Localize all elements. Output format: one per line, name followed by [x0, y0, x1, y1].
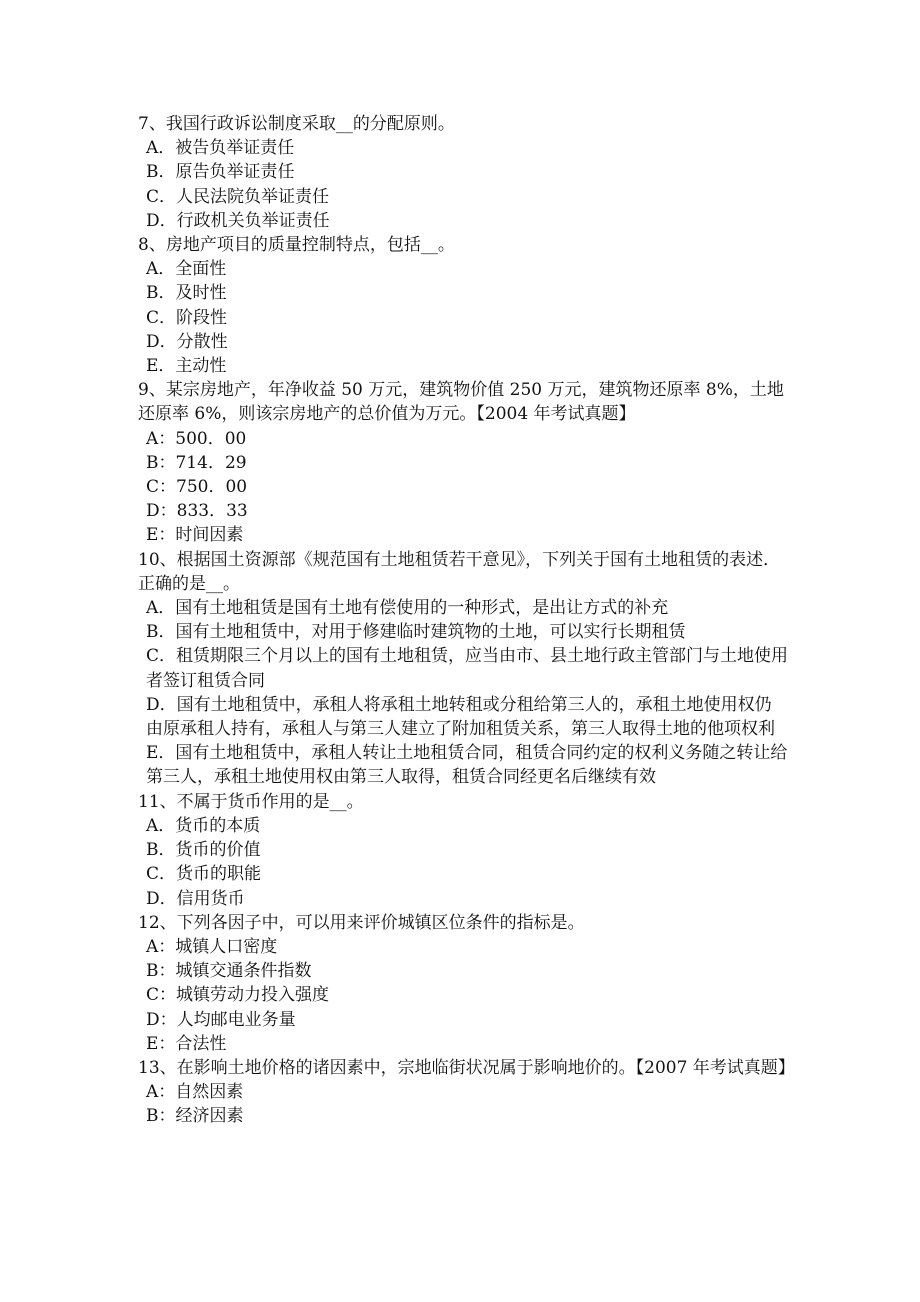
question-10-option-d: D．国有土地租赁中，承租人将承租土地转租或分租给第三人的，承租土地使用权仍由原承租人持有，承租人与第三人建立了附加租赁关系，第三人取得土地的他项权利 [146, 694, 775, 740]
question-12-option-c: C：城镇劳动力投入强度 [146, 985, 330, 1006]
question-8-stem: 8、房地产项目的质量控制特点，包括__。 [138, 235, 455, 256]
question-8-option-b: B．及时性 [146, 283, 227, 304]
question-13-option-a: A：自然因素 [146, 1082, 244, 1103]
question-11-stem: 11、不属于货币作用的是__。 [138, 791, 364, 812]
question-7-option-a: A．被告负举证责任 [146, 138, 295, 159]
question-8-option-c: C．阶段性 [146, 307, 228, 328]
question-9-option-d: D：833．33 [146, 501, 248, 522]
question-11-option-d: D．信用货币 [146, 888, 245, 909]
question-9-option-b: B：714．29 [146, 452, 247, 473]
question-10-option-c: C．租赁期限三个月以上的国有土地租赁，应当由市、县土地行政主管部门与土地使用者签订租赁合同 [146, 646, 789, 691]
question-13-stem: 13、在影响土地价格的诸因素中，宗地临街状况属于影响地价的。【2007 年考试真题】 [138, 1057, 795, 1078]
question-8-option-d: D．分散性 [146, 331, 228, 352]
question-11-option-c: C．货币的职能 [146, 864, 262, 885]
question-10-option-a: A．国有土地租赁是国有土地有偿使用的一种形式，是出让方式的补充 [146, 598, 669, 619]
question-7-option-d: D．行政机关负举证责任 [146, 210, 330, 231]
question-8-option-a: A．全面性 [146, 259, 227, 280]
question-10-option-b: B．国有土地租赁中，对用于修建临时建筑物的土地，可以实行长期租赁 [146, 622, 686, 643]
question-12-option-e: E：合法性 [146, 1033, 227, 1054]
question-12-option-d: D：人均邮电业务量 [146, 1009, 296, 1030]
question-8-option-e: E．主动性 [146, 356, 227, 377]
question-11-option-a: A．货币的本质 [146, 815, 261, 836]
question-9-option-c: C：750．00 [146, 477, 248, 498]
question-9-stem: 9、某宗房地产，年净收益 50 万元，建筑物价值 250 万元，建筑物还原率 8%，土地还原率 6%，则该宗房地产的总价值为万元。【2004 年考试真题】 [138, 380, 784, 425]
question-11-option-b: B．货币的价值 [146, 840, 261, 861]
question-7-option-c: C．人民法院负举证责任 [146, 186, 330, 207]
question-7-option-b: B．原告负举证责任 [146, 162, 295, 183]
question-9-option-a: A：500．00 [146, 428, 247, 449]
question-12-option-a: A：城镇人口密度 [146, 936, 278, 957]
question-7-stem: 7、我国行政诉讼制度采取__的分配原则。 [138, 114, 455, 134]
question-13-option-b: B：经济因素 [146, 1106, 244, 1127]
question-12-stem: 12、下列各因子中，可以用来评价城镇区位条件的指标是。 [138, 912, 585, 933]
question-12-option-b: B：城镇交通条件指数 [146, 961, 312, 982]
question-10-stem: 10、根据国土资源部《规范国有土地租赁若干意见》，下列关于国有土地租赁的表述．正确的是__。 [138, 549, 781, 594]
question-list [138, 112, 795, 1129]
question-10-option-e: E．国有土地租赁中，承租人转让土地租赁合同，租赁合同约定的权利义务随之转让给第三人，承租土地使用权由第三人取得，租赁合同经更名后继续有效 [146, 743, 788, 788]
question-9-option-e: E：时间因素 [146, 525, 244, 546]
